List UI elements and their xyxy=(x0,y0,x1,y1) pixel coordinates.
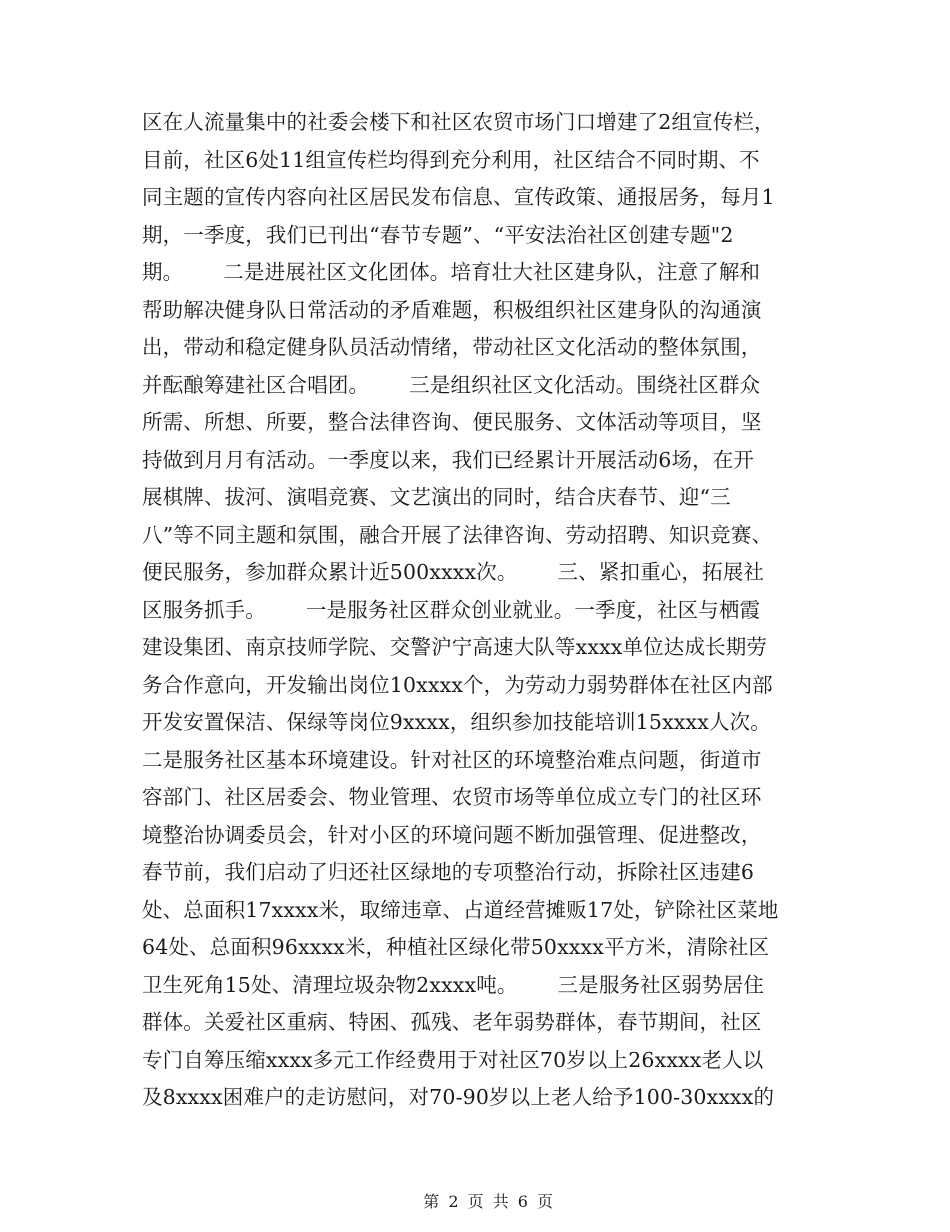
page-footer xyxy=(0,1172,950,1232)
text-line: 二是服务社区基本环境建设。针对社区的环境整治难点问题，街道市 xyxy=(142,747,762,772)
text-line: 所需、所想、所要，整合法律咨询、便民服务、文体活动等项目，坚 xyxy=(142,410,762,434)
text-line: 帮助解决健身队日常活动的矛盾难题，积极组织社区建身队的沟通演 xyxy=(142,297,762,322)
text-line: 务合作意向，开发输出岗位10xxxx个，为劳动力弱势群体在社区内部 xyxy=(142,672,773,697)
text-line: 境整治协调委员会，针对小区的环境问题不断加强管理、促进整改， xyxy=(142,822,762,847)
text-line: 区服务抓手。 一是服务社区群众创业就业。一季度，社区与栖霞 xyxy=(142,597,761,622)
text-line: 处、总面积17xxxx米，取缔违章、占道经营摊贩17处，铲除社区菜地 xyxy=(142,897,779,922)
text-line: 区在人流量集中的社委会楼下和社区农贸市场门口增建了2组宣传栏， xyxy=(142,110,775,134)
text-line: 期，一季度，我们已刊出“春节专题”、“平安法治社区创建专题"2 xyxy=(142,222,734,247)
text-line: 展棋牌、拔河、演唱竞赛、文艺演出的同时，结合庆春节、迎“三 xyxy=(142,485,731,509)
text-line: 64处、总面积96xxxx米，种植社区绿化带50xxxx平方米，清除社区 xyxy=(142,935,770,959)
text-line: 八”等不同主题和氛围，融合开展了法律咨询、劳动招聘、知识竞赛、 xyxy=(142,522,773,547)
text-line: 群体。关爱社区重病、特困、孤残、老年弱势群体，春节期间，社区 xyxy=(142,1010,762,1034)
text-line: 春节前，我们启动了归还社区绿地的专项整治行动，拆除社区违建6 xyxy=(142,860,755,884)
text-line: 出，带动和稳定健身队员活动情绪，带动社区文化活动的整体氛围， xyxy=(142,335,762,359)
page-number-label: 第 2 页 共 6 页 xyxy=(423,1192,556,1211)
text-line: 并酝酿筹建社区合唱团。 三是组织社区文化活动。围绕社区群众 xyxy=(142,372,761,397)
text-line: 卫生死角15处、清理垃圾杂物2xxxx吨。 三是服务社区弱势居住 xyxy=(142,972,765,997)
text-line: 同主题的宣传内容向社区居民发布信息、宣传政策、通报居务，每月1 xyxy=(142,185,775,209)
text-line: 便民服务，参加群众累计近500xxxx次。 三、紧扣重心，拓展社 xyxy=(142,560,765,584)
text-line: 目前，社区6处11组宣传栏均得到充分利用，社区结合不同时期、不 xyxy=(142,147,760,172)
text-line: 持做到月月有活动。一季度以来，我们已经累计开展活动6场，在开 xyxy=(142,447,755,472)
text-line: 容部门、社区居委会、物业管理、农贸市场等单位成立专门的社区环 xyxy=(142,785,762,809)
text-line: 专门自筹压缩xxxx多元工作经费用于对社区70岁以上26xxxx老人以 xyxy=(142,1047,764,1072)
text-line: 期。 二是进展社区文化团体。培育壮大社区建身队，注意了解和 xyxy=(142,260,761,284)
body-text xyxy=(142,104,822,1117)
text-line: 开发安置保洁、保绿等岗位9xxxx，组织参加技能培训15xxxx人次。 xyxy=(142,710,771,734)
text-line: 及8xxxx困难户的走访慰问，对70-90岁以上老人给予100-30xxxx的 xyxy=(142,1085,775,1109)
text-line: 建设集团、南京技师学院、交警沪宁高速大队等xxxx单位达成长期劳 xyxy=(142,635,768,659)
